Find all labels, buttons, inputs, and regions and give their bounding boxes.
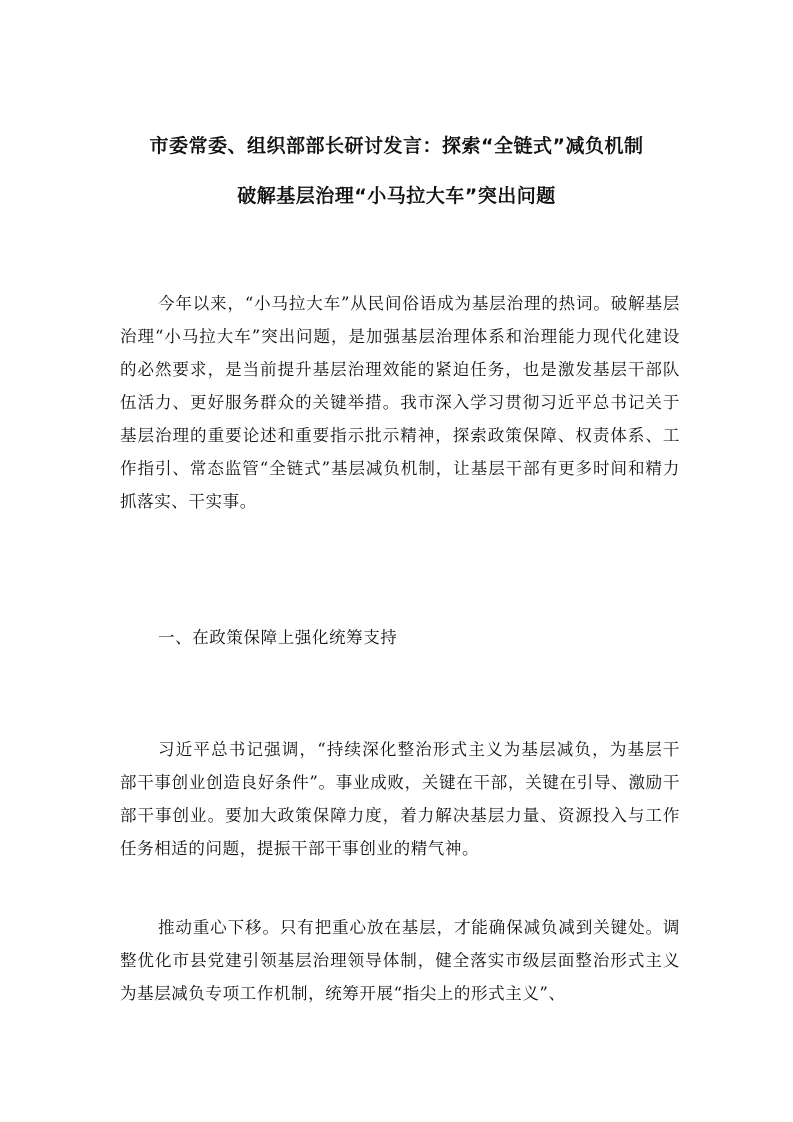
section-1-paragraph-2: 推动重心下移。只有把重心放在基层，才能确保减负减到关键处。调整优化市县党建引领基层治理领导体制，健全落实市级层面整治形式主义为基层减负专项工作机制，统筹开展“指尖上的形式主义”、 [120, 918, 680, 1003]
document-title-line-1: 市委常委、组织部部长研讨发言：探索“全链式”减负机制 [149, 135, 644, 157]
intro-paragraph: 今年以来，“小马拉大车”从民间俗语成为基层治理的热词。破解基层治理“小马拉大车”突出问题，是加强基层治理体系和治理能力现代化建设的必然要求，是当前提升基层治理效能的紧迫任务，也是激发基层干部队伍活力、更好服务群众的关键举措。我市深入学习贯彻习近平总书记关于基层治理的重要论述和重要指示批示精神，探索政策保障、权责体系、工作指引、常态监管“全链式”基层减负机制，让基层干部有更多时间和精力抓落实、干实事。 [120, 294, 680, 511]
section-1-paragraph-1: 习近平总书记强调，“持续深化整治形式主义为基层减负，为基层干部干事创业创造良好条件”。事业成败，关键在干部，关键在引导、激励干部干事创业。要加大政策保障力度，着力解决基层力量、资源投入与工作任务相适的问题，提振干部干事创业的精气神。 [120, 740, 680, 858]
section-heading-1: 一、在政策保障上强化统筹支持 [158, 628, 398, 647]
document-title-line-2: 破解基层治理“小马拉大车”突出问题 [237, 185, 556, 207]
